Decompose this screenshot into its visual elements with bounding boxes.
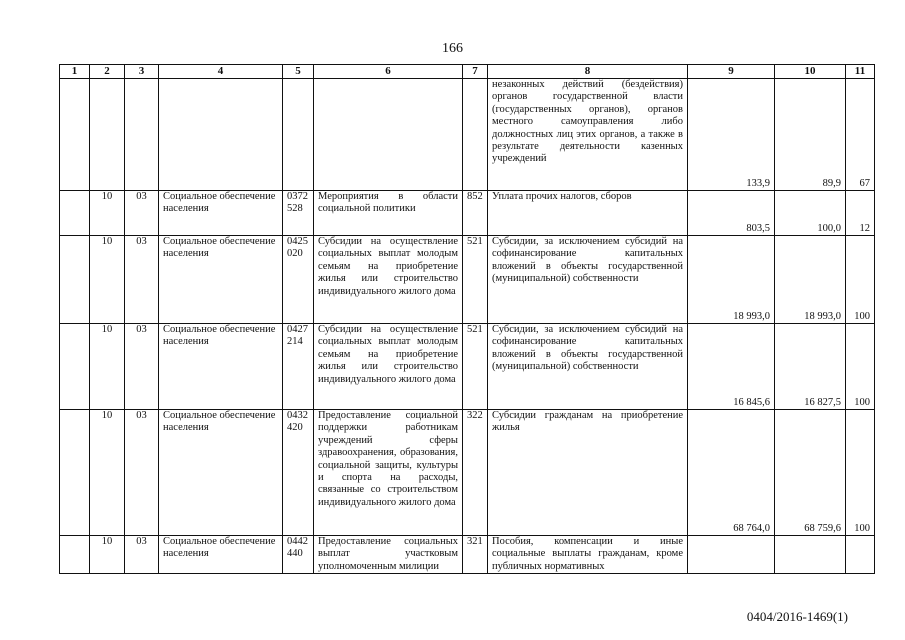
cell-col1 <box>60 191 90 236</box>
table-row <box>60 410 875 536</box>
cell-target-code: 0442 440 <box>283 536 314 574</box>
cell-actual: 68 759,6 <box>775 410 846 536</box>
cell-subsection: 03 <box>125 410 159 536</box>
column-header: 6 <box>314 65 463 79</box>
cell-expense-name: Уплата прочих налогов, сборов <box>488 191 688 236</box>
cell-target-name: Мероприятия в области социальной политики <box>314 191 463 236</box>
cell-expense-name: Субсидии, за исключением субсидий на софинансирование капитальных вложений в объекты государственной (муниципальной) собственности <box>488 324 688 410</box>
column-header: 1 <box>60 65 90 79</box>
cell-target-code: 0372 528 <box>283 191 314 236</box>
cell-planned: 803,5 <box>688 191 775 236</box>
cell-section-name: Социальное обеспечение населения <box>159 536 283 574</box>
table-row <box>60 536 875 574</box>
cell-actual: 18 993,0 <box>775 236 846 324</box>
cell-section: 10 <box>90 236 125 324</box>
cell-planned: 133,9 <box>688 79 775 191</box>
cell-percent: 12 <box>846 191 875 236</box>
cell-target-code <box>283 79 314 191</box>
cell-target-code: 0425 020 <box>283 236 314 324</box>
column-header: 8 <box>488 65 688 79</box>
cell-percent: 100 <box>846 410 875 536</box>
column-header: 2 <box>90 65 125 79</box>
column-header: 9 <box>688 65 775 79</box>
cell-section: 10 <box>90 191 125 236</box>
cell-planned <box>688 536 775 574</box>
page-number: 166 <box>442 41 463 56</box>
cell-target-code: 0432 420 <box>283 410 314 536</box>
cell-expense-type <box>463 79 488 191</box>
table-row <box>60 236 875 324</box>
column-header: 3 <box>125 65 159 79</box>
column-header: 4 <box>159 65 283 79</box>
table-row <box>60 324 875 410</box>
column-header: 7 <box>463 65 488 79</box>
cell-expense-type: 852 <box>463 191 488 236</box>
cell-subsection: 03 <box>125 236 159 324</box>
table-row <box>60 79 875 191</box>
cell-col1 <box>60 236 90 324</box>
cell-col1 <box>60 79 90 191</box>
cell-section: 10 <box>90 410 125 536</box>
column-header: 10 <box>775 65 846 79</box>
cell-col1 <box>60 536 90 574</box>
cell-section-name: Социальное обеспечение населения <box>159 191 283 236</box>
cell-actual <box>775 536 846 574</box>
cell-planned: 18 993,0 <box>688 236 775 324</box>
table-row <box>60 191 875 236</box>
cell-planned: 16 845,6 <box>688 324 775 410</box>
cell-actual: 16 827,5 <box>775 324 846 410</box>
cell-section <box>90 79 125 191</box>
cell-percent: 67 <box>846 79 875 191</box>
cell-expense-type: 322 <box>463 410 488 536</box>
document-code: 0404/2016-1469(1) <box>746 609 848 624</box>
cell-subsection: 03 <box>125 536 159 574</box>
cell-target-name <box>314 79 463 191</box>
cell-target-name: Предоставление социальной поддержки работникам учреждений сферы здравоохранения, образования, социальной защиты, культуры и спорта на расходы, связанные со строительством индивидуального жилого дома <box>314 410 463 536</box>
cell-percent: 100 <box>846 324 875 410</box>
cell-col1 <box>60 410 90 536</box>
cell-actual: 89,9 <box>775 79 846 191</box>
cell-col1 <box>60 324 90 410</box>
cell-target-code: 0427 214 <box>283 324 314 410</box>
cell-subsection <box>125 79 159 191</box>
budget-table <box>59 64 875 574</box>
column-header: 5 <box>283 65 314 79</box>
cell-section-name: Социальное обеспечение населения <box>159 410 283 536</box>
cell-planned: 68 764,0 <box>688 410 775 536</box>
cell-expense-type: 521 <box>463 236 488 324</box>
cell-subsection: 03 <box>125 324 159 410</box>
cell-percent: 100 <box>846 236 875 324</box>
cell-percent <box>846 536 875 574</box>
cell-target-name: Предоставление социальных выплат участковым уполномоченным милиции <box>314 536 463 574</box>
cell-section: 10 <box>90 324 125 410</box>
header-row <box>60 65 875 79</box>
column-header: 11 <box>846 65 875 79</box>
cell-expense-type: 521 <box>463 324 488 410</box>
cell-subsection: 03 <box>125 191 159 236</box>
cell-section-name: Социальное обеспечение населения <box>159 324 283 410</box>
cell-expense-name: незаконных действий (бездействия) органов государственной власти (государственных органов), органов местного самоуправления либо должностных лиц этих органов, а также в результате деятельности казенных учреждений <box>488 79 688 191</box>
cell-actual: 100,0 <box>775 191 846 236</box>
cell-section-name <box>159 79 283 191</box>
cell-expense-name: Субсидии, за исключением субсидий на софинансирование капитальных вложений в объекты государственной (муниципальной) собственности <box>488 236 688 324</box>
cell-expense-name: Пособия, компенсации и иные социальные выплаты гражданам, кроме публичных нормативных <box>488 536 688 574</box>
cell-expense-type: 321 <box>463 536 488 574</box>
cell-target-name: Субсидии на осуществление социальных выплат молодым семьям на приобретение жилья или строительство индивидуального жилого дома <box>314 324 463 410</box>
cell-section-name: Социальное обеспечение населения <box>159 236 283 324</box>
cell-expense-name: Субсидии гражданам на приобретение жилья <box>488 410 688 536</box>
cell-target-name: Субсидии на осуществление социальных выплат молодым семьям на приобретение жилья или строительство индивидуального жилого дома <box>314 236 463 324</box>
cell-section: 10 <box>90 536 125 574</box>
